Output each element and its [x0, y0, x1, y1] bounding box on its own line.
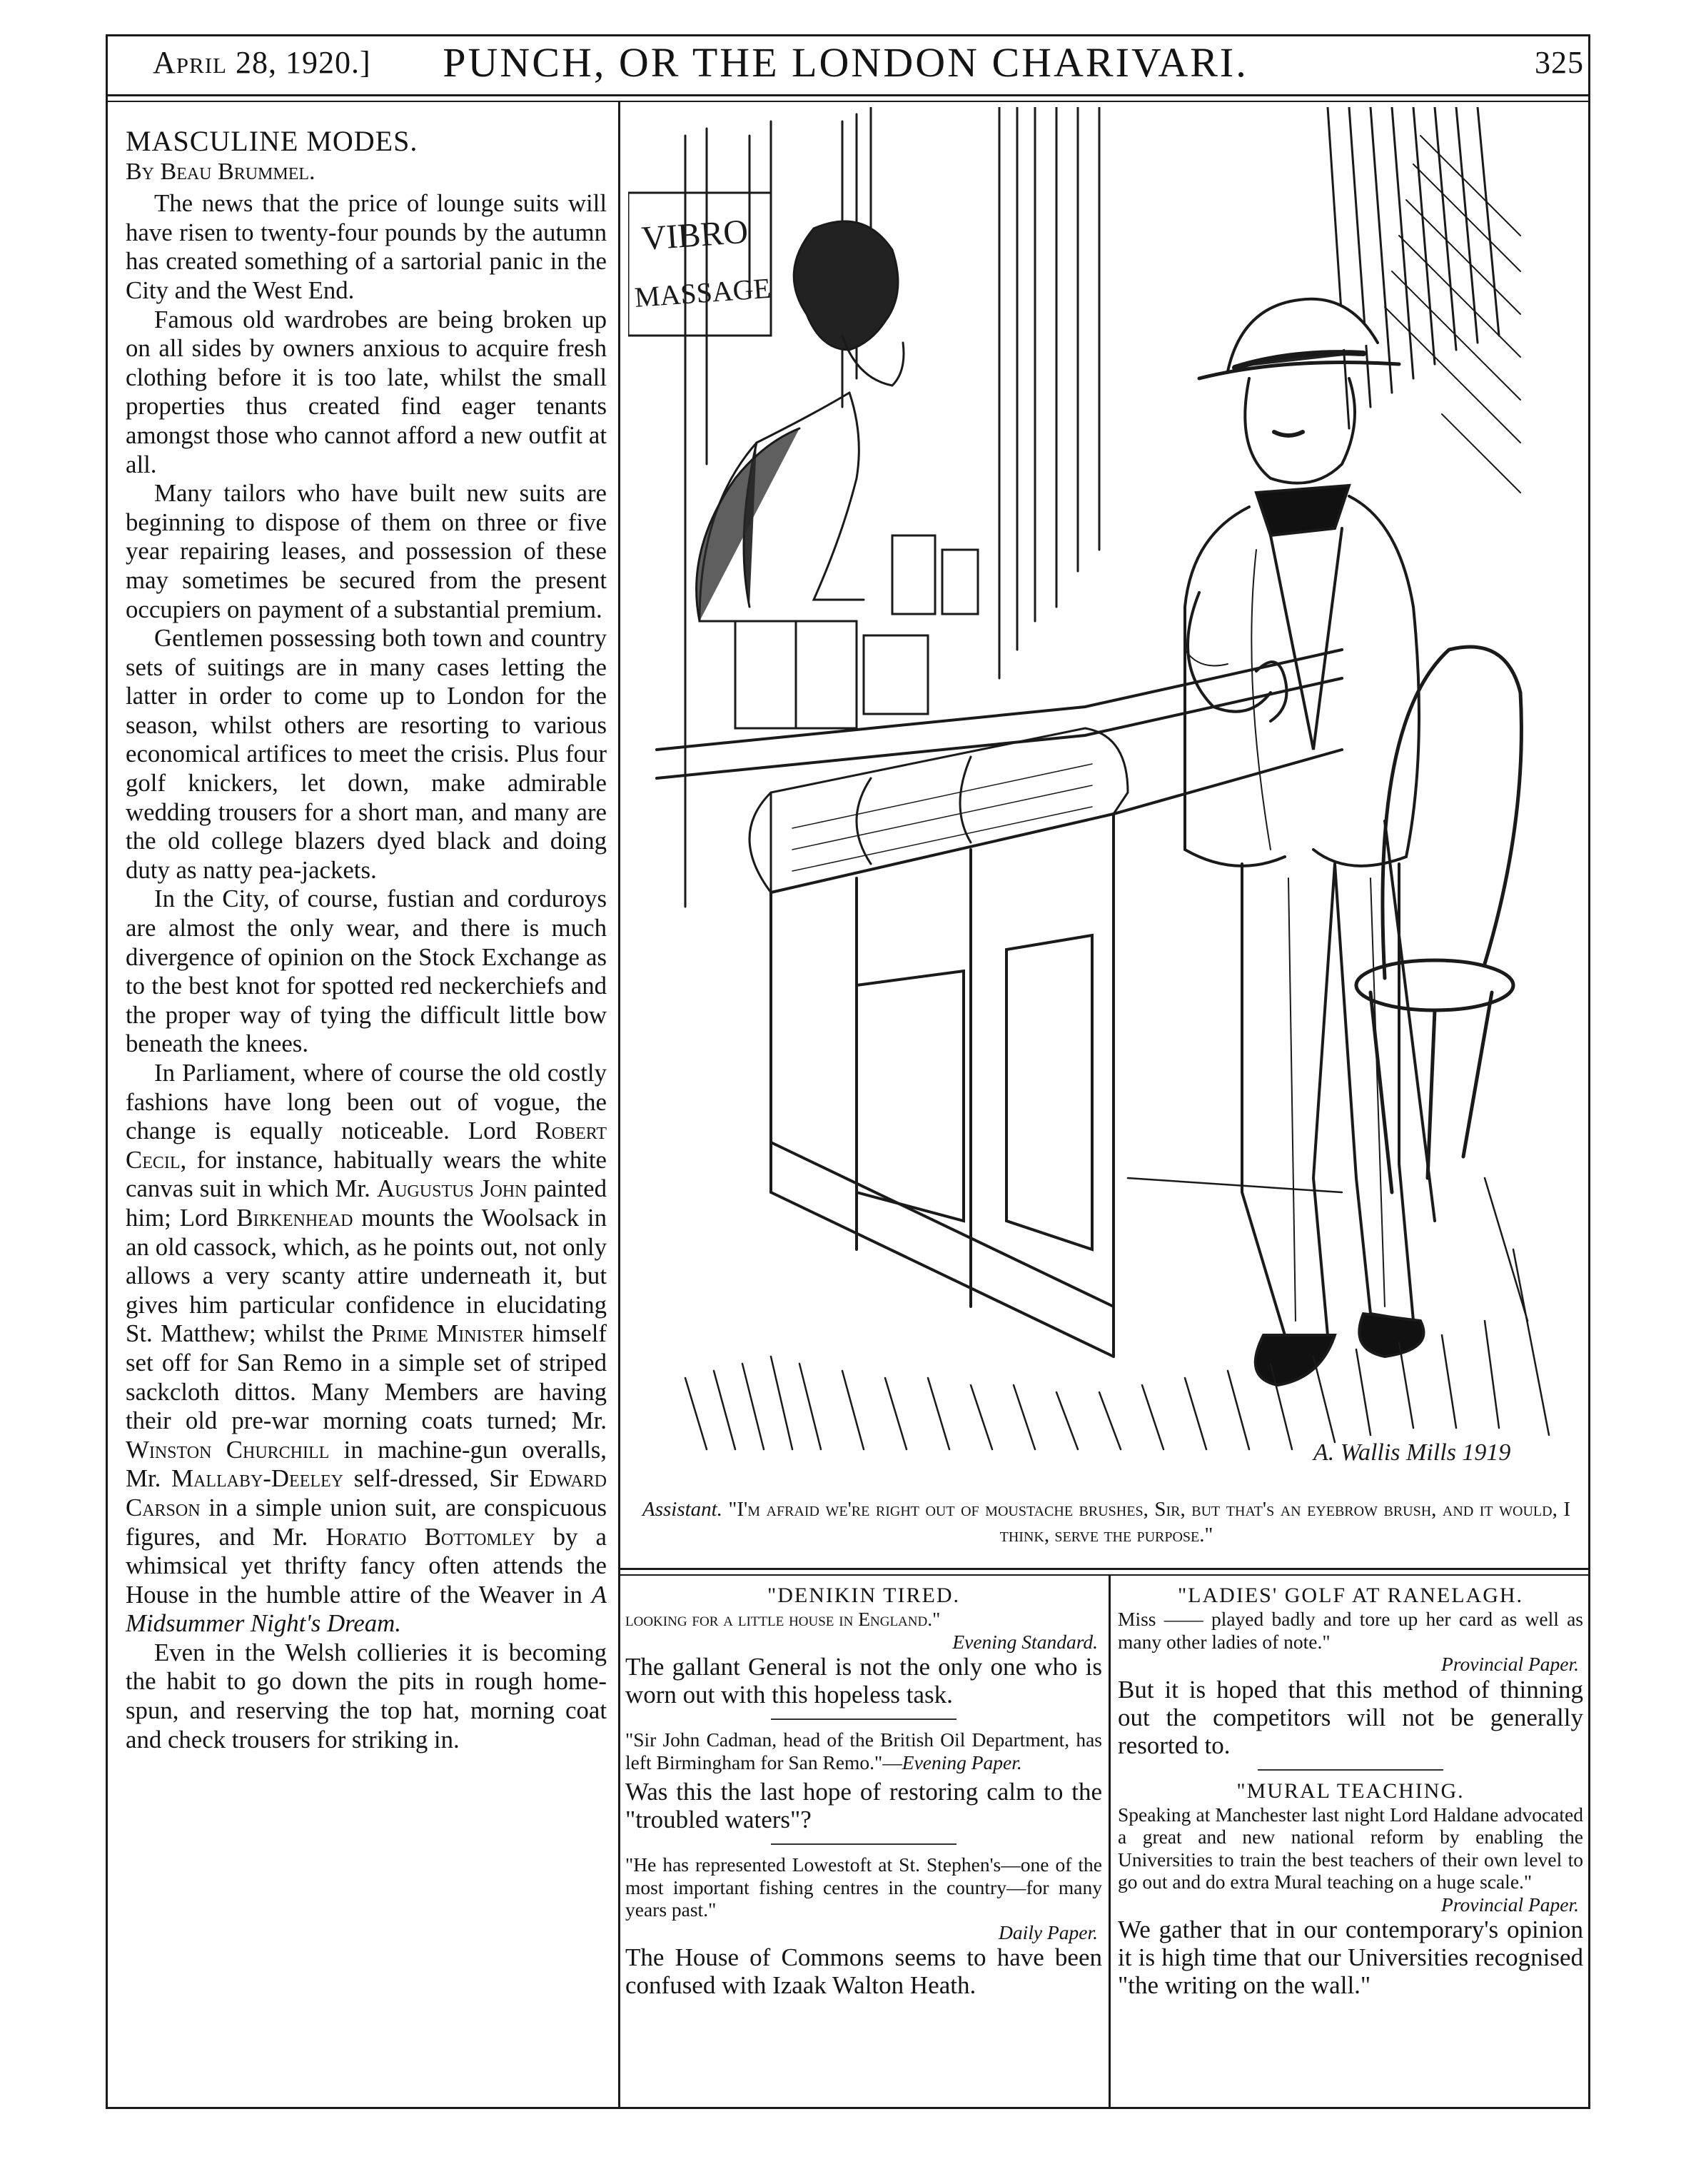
header-title: PUNCH, OR THE LONDON CHARIVARI. — [443, 39, 1248, 86]
article-title: MASCULINE MODES. — [126, 125, 418, 157]
counter — [657, 650, 1342, 1357]
article-paragraph: Gentlemen possessing both town and country sets of suitings are in many cases letting the latter in order to come up to London for the season, whilst others are resorting to various economical artifices to meet the crisis. Plus four golf knickers, let down, make admirable wedding trousers for a short man, and many are the old college blazers dyed black and doing duty as natty pea-jackets. — [126, 624, 607, 884]
header-date: April 28, 1920.] — [153, 45, 371, 80]
text-run: in a simple union suit, are conspicuous figures, and Mr. — [126, 1493, 607, 1551]
name-augustus-john: Augustus John — [376, 1174, 528, 1203]
article-paragraph: Famous old wardrobes are being broken up on all sides by owners anxious to acquire fresh clothing before it is too late, whilst the small properties thus created find eager tenants amongst those who cannot afford a new outfit at all. — [126, 305, 607, 478]
sign-text-line1: VIBRO — [640, 212, 749, 258]
item-quote-block — [625, 1728, 1102, 1773]
text-run: , for instance, habitually wears the white canvas suit in which Mr. — [126, 1145, 607, 1203]
name-robert-cecil: Robert Cecil — [126, 1117, 607, 1174]
article-paragraph: Many tailors who have built new suits are beginning to dispose of them on three or five year repairing leases, and possession of these may sometimes be secured from the present occupiers on payment of a substantial premium. — [126, 479, 607, 623]
right-column — [1118, 1584, 1583, 1999]
item-comment: Was this the last hope of restoring calm to the "troubled waters"? — [625, 1778, 1102, 1833]
caption-speaker: Assistant. — [642, 1498, 722, 1521]
item-quote: "Sir John Cadman, head of the British Oil Department, has left Birmingham for San Remo."— — [625, 1728, 1102, 1773]
item-quote: Miss —— played badly and tore up her card as well as many other ladies of note." — [1118, 1608, 1583, 1653]
wall-hatching — [685, 107, 1499, 907]
item-comment: The gallant General is not the only one who is worn out with this hopeless task. — [625, 1653, 1102, 1709]
name-horatio-bottomley: Horatio Bottomley — [325, 1522, 535, 1551]
name-mallaby-deeley: Mallaby-Deeley — [171, 1464, 344, 1493]
play-title: A Midsummer Night's Dream. — [126, 1580, 607, 1638]
bentwood-chair — [1356, 647, 1521, 1192]
middle-column — [625, 1584, 1102, 1999]
item-comment: We gather that in our contemporary's opinion it is high time that our Universities recognised "the writing on the wall." — [1118, 1916, 1583, 1999]
frame-bottom — [106, 2107, 1590, 2109]
artist-signature: A. Wallis Mills 1919 — [1313, 1439, 1511, 1466]
item-title: "LADIES' GOLF AT RANELAGH. — [1177, 1584, 1524, 1607]
item-quote: Speaking at Manchester last night Lord Haldane advocated a great and new national reform by enabling the Universities to train the best teachers of their own level to go out and do extra Mural teaching on a huge scale." — [1118, 1803, 1583, 1893]
article-paragraph: In the City, of course, fustian and corduroys are almost the only wear, and there is much divergence of opinion on the Stock Exchange as to the best knot for spotted red neckerchiefs and the proper way of tying the difficult little bow beneath the knees. — [126, 885, 607, 1058]
text-run: self-dressed, Sir — [343, 1464, 529, 1493]
item-quote: "He has represented Lowestoft at St. Stephen's—one of the most important fishing centres in the country—for many years past." — [625, 1853, 1102, 1921]
item-source: Provincial Paper. — [1441, 1893, 1579, 1916]
item-comment: The House of Commons seems to have been confused with Izaak Walton Heath. — [625, 1943, 1102, 1999]
cartoon-illustration — [628, 107, 1581, 1485]
item-source: Daily Paper. — [998, 1921, 1098, 1943]
item-separator — [1258, 1769, 1443, 1771]
item-source: Provincial Paper. — [1441, 1653, 1579, 1675]
frame-left — [106, 34, 108, 2109]
caption-bottom-rule-thin — [620, 1574, 1589, 1576]
item-quote: looking for a little house in England." — [625, 1608, 941, 1630]
item-source: Evening Paper. — [902, 1751, 1022, 1773]
sign-text-line2: MASSAGE — [633, 271, 772, 313]
name-birkenhead: Birkenhead — [236, 1203, 353, 1232]
man-customer — [1185, 299, 1435, 1385]
name-prime-minister: Prime Minister — [371, 1319, 525, 1348]
name-winston-churchill: Winston Churchill — [126, 1435, 330, 1464]
column-divider-left — [618, 101, 620, 2107]
text-run: mounts the Woolsack in an old cassock, which, as he points out, not only allows a very scanty attire underneath it, but gives him particular confidence in elucidating St. Matthew; whilst the — [126, 1203, 607, 1348]
item-separator — [771, 1843, 956, 1845]
article-column — [126, 127, 607, 1754]
article-paragraph-parliament — [126, 1059, 607, 1639]
cartoon-caption — [642, 1496, 1570, 1548]
counter-boxes — [735, 535, 978, 728]
article-paragraph-last: Even in the Welsh collieries it is becoming the habit to go down the pits in rough home-spun, and reserving the top hat, morning coat and check trousers for striking in. — [126, 1638, 607, 1753]
column-divider-right — [1109, 1574, 1111, 2107]
item-title: "DENIKIN TIRED. — [767, 1584, 960, 1607]
text-run: painted him; Lord — [126, 1174, 607, 1232]
header-bottom-rule — [106, 94, 1590, 96]
item-source: Evening Standard. — [952, 1630, 1098, 1653]
article-byline: By Beau Brummel. — [126, 158, 316, 185]
header-page-number: 325 — [1535, 45, 1584, 80]
text-run: himself set off for San Remo in a simple set of striped sackcloth dittos. Many Members are having their old pre-war morning coats turned; Mr. — [126, 1319, 607, 1435]
name-edward-carson: Edward Carson — [126, 1464, 607, 1521]
item-title: "MURAL TEACHING. — [1236, 1778, 1465, 1803]
frame-right — [1588, 34, 1590, 2109]
text-run: In Parliament, where of course the old costly fashions have long been out of vogue, the change is equally noticeable. Lord — [126, 1059, 607, 1145]
header-bottom-rule-thin — [106, 101, 1590, 102]
floor-hatching — [685, 1178, 1549, 1449]
glass-case — [749, 728, 1128, 892]
item-separator — [771, 1718, 956, 1720]
item-comment: But it is hoped that this method of thinning out the competitors will not be generally resorted to. — [1118, 1675, 1583, 1759]
text-run: in machine-gun overalls, Mr. — [126, 1435, 607, 1493]
caption-text: "I'm afraid we're right out of moustache brushes, Sir, but that's an eyebrow brush, and it would, I think, serve the purpose." — [728, 1498, 1571, 1546]
header-top-rule — [106, 34, 1590, 36]
caption-bottom-rule — [620, 1568, 1589, 1570]
article-paragraph: The news that the price of lounge suits will have risen to twenty-four pounds by the autumn has created something of a sartorial panic in the City and the West End. — [126, 189, 607, 304]
text-run: by a whimsical yet thrifty fancy often attends the House in the humble attire of the Weaver in — [126, 1522, 607, 1609]
